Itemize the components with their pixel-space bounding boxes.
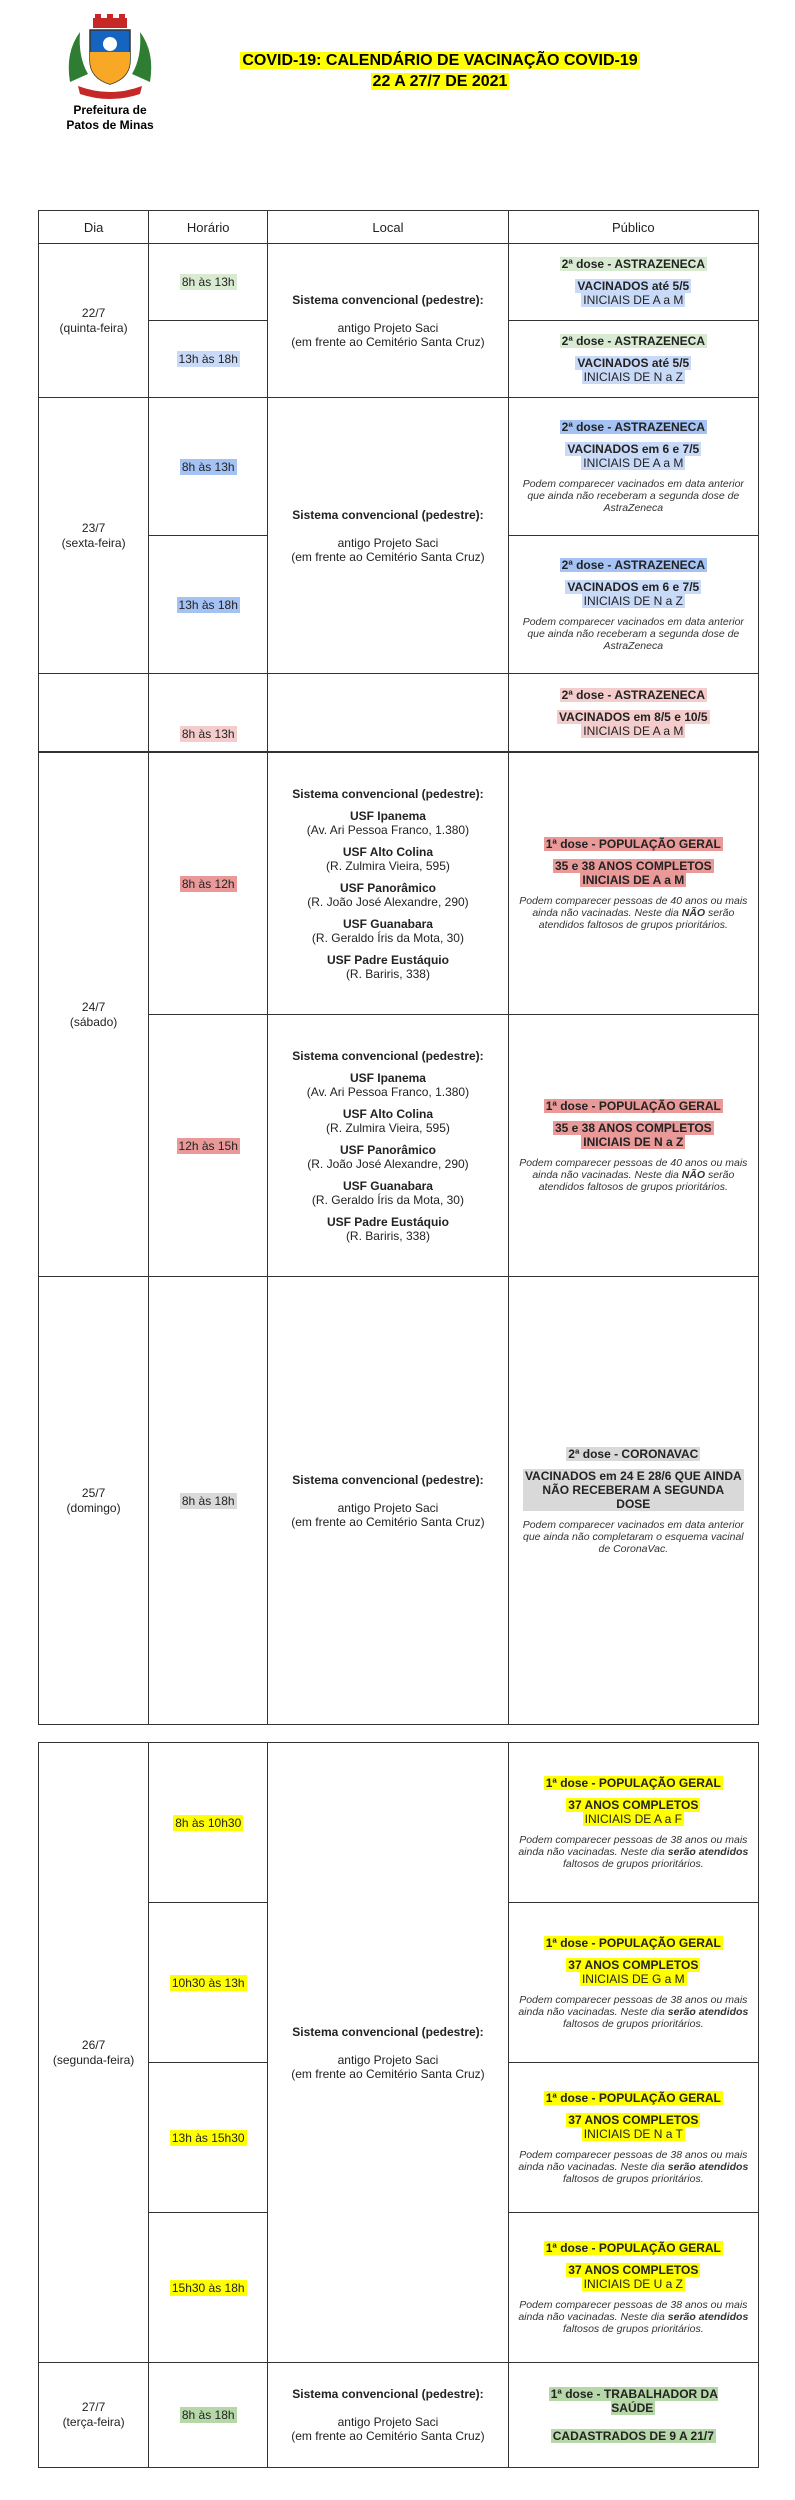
group-label: 37 ANOS COMPLETOS (568, 1797, 699, 1812)
group-label: VACINADOS em 8/5 e 10/5 (559, 709, 708, 724)
usf-address: (R. João José Alexandre, 290) (307, 894, 469, 909)
initials-label: INICIAIS DE N a T (583, 2126, 683, 2141)
usf-address: (R. Zulmira Vieira, 595) (326, 858, 450, 873)
note-part-a: Podem comparecer pessoas de 38 anos ou mais ainda não vacinadas. Neste dia (518, 1993, 748, 2018)
time-cell (149, 2063, 268, 2213)
day-cell-23 (39, 398, 149, 674)
time-label: 8h às 13h (181, 275, 235, 289)
time-label: 8h às 13h (181, 727, 235, 741)
table-row (39, 753, 759, 1015)
day-weekday: (sábado) (69, 1014, 118, 1029)
group-label: VACINADOS até 5/5 (577, 356, 690, 370)
location-cell (268, 1743, 508, 2363)
title-line-1: COVID-19: CALENDÁRIO DE VACINAÇÃO COVID-19 (242, 52, 638, 69)
usf-name: USF Ipanema (349, 808, 426, 823)
day-weekday: (domingo) (66, 1500, 121, 1515)
note-part-c: faltosos de grupos prioritários. (562, 2017, 704, 2030)
usf-address: (Av. Ari Pessoa Franco, 1.380) (306, 822, 470, 837)
logo-text-1: Prefeitura de (73, 103, 147, 117)
time-cell (149, 1743, 268, 1903)
dose-label: 1ª dose - POPULAÇÃO GERAL (545, 2090, 721, 2105)
location-name: antigo Projeto Saci (337, 535, 439, 550)
location-cell (268, 398, 508, 674)
note-text: Podem comparecer vacinados em data anterior que ainda não receberam a segunda dose de AstraZeneca (522, 477, 744, 514)
time-cell (149, 244, 268, 321)
time-label: 15h30 às 18h (171, 2280, 245, 2295)
public-cell (508, 1743, 758, 1903)
note-part-b: NÃO (681, 906, 706, 919)
table-row (39, 674, 759, 752)
note-part-a: Podem comparecer pessoas de 38 anos ou mais ainda não vacinadas. Neste dia (518, 1833, 748, 1858)
note-text (515, 895, 752, 931)
time-label: 8h às 18h (181, 2408, 235, 2422)
time-cell (149, 321, 268, 398)
location-system: Sistema convencional (pedestre): (292, 786, 484, 801)
note-part-c: faltosos de grupos prioritários. (562, 2322, 704, 2335)
time-cell (149, 2363, 268, 2468)
prefeitura-logo (55, 12, 165, 134)
location-ref: (em frente ao Cemitério Santa Cruz) (291, 1514, 485, 1529)
note-part-c: faltosos de grupos prioritários. (562, 1857, 704, 1870)
public-cell (508, 2363, 758, 2468)
usf-name: USF Alto Colina (342, 1106, 434, 1121)
initials-label: INICIAIS DE N a Z (583, 1134, 684, 1149)
time-label: 13h às 18h (178, 352, 238, 366)
dose-label: 2ª dose - ASTRAZENECA (561, 334, 705, 348)
dose-label: 2ª dose - ASTRAZENECA (561, 687, 705, 702)
title-line-2: 22 A 27/7 DE 2021 (372, 73, 508, 90)
group-label: VACINADOS em 6 e 7/5 (567, 579, 700, 594)
usf-address: (R. Bariris, 338) (345, 966, 430, 981)
public-cell (508, 2063, 758, 2213)
location-ref: (em frente ao Cemitério Santa Cruz) (291, 2429, 485, 2443)
note-text (515, 1834, 752, 1870)
initials-label: INICIAIS DE G a M (581, 1971, 685, 1986)
day-cell-25 (39, 1277, 149, 1725)
group-label: 37 ANOS COMPLETOS (568, 1957, 699, 1972)
day-weekday: (terça-feira) (62, 2415, 125, 2429)
location-name: antigo Projeto Saci (337, 1500, 439, 1515)
usf-name: USF Padre Eustáquio (326, 1214, 449, 1229)
table-row (39, 1743, 759, 1903)
initials-label: INICIAIS DE A a M (583, 293, 684, 307)
page-title (160, 50, 720, 92)
day-date: 27/7 (81, 2400, 106, 2414)
time-cell (149, 1015, 268, 1277)
time-label: 8h às 18h (181, 1493, 235, 1508)
day-date: 25/7 (81, 1485, 106, 1500)
public-cell (508, 2213, 758, 2363)
group-label: CADASTRADOS DE 9 A 21/7 (552, 2429, 714, 2443)
table-row (39, 2363, 759, 2468)
time-cell (149, 398, 268, 536)
usf-address: (R. Zulmira Vieira, 595) (326, 1120, 450, 1135)
coat-of-arms-icon (60, 12, 160, 102)
day-date: 24/7 (81, 999, 106, 1014)
location-system: Sistema convencional (pedestre): (292, 2024, 484, 2039)
usf-name: USF Alto Colina (342, 844, 434, 859)
note-part-b: NÃO (681, 1168, 706, 1181)
group-label: 35 e 38 ANOS COMPLETOS (554, 1120, 712, 1135)
dose-label: 1ª dose - TRABALHADOR DA SAÚDE (550, 2387, 718, 2415)
public-cell (508, 536, 758, 674)
table-row (39, 244, 759, 321)
note-text (515, 1994, 752, 2030)
page-header (0, 0, 795, 140)
usf-address: (R. Bariris, 338) (345, 1228, 430, 1243)
initials-label: INICIAIS DE A a M (583, 723, 684, 738)
col-header-horario: Horário (149, 211, 268, 244)
dose-label: 1ª dose - POPULAÇÃO GERAL (545, 2240, 721, 2255)
time-label: 8h às 12h (181, 876, 235, 891)
usf-name: USF Panorâmico (339, 880, 436, 895)
usf-name: USF Guanabara (342, 1178, 433, 1193)
day-cell-27 (39, 2363, 149, 2468)
public-cell (508, 1015, 758, 1277)
note-part-a: Podem comparecer pessoas de 40 anos ou mais ainda não vacinadas. Neste dia (519, 1156, 748, 1181)
public-cell (508, 321, 758, 398)
note-part-a: Podem comparecer pessoas de 40 anos ou mais ainda não vacinadas. Neste dia (519, 894, 748, 919)
time-label: 12h às 15h (178, 1138, 238, 1153)
dose-label: 1ª dose - POPULAÇÃO GERAL (545, 1098, 721, 1113)
table-header-row (39, 211, 759, 244)
note-part-b: serão atendidos (667, 2310, 749, 2323)
col-header-local: Local (268, 211, 508, 244)
usf-address: (R. Geraldo Íris da Mota, 30) (311, 1192, 464, 1207)
dose-label: 2ª dose - ASTRAZENECA (561, 557, 705, 572)
note-text (515, 2299, 752, 2335)
usf-name: USF Ipanema (349, 1070, 426, 1085)
col-header-publico: Público (508, 211, 758, 244)
note-part-b: serão atendidos (667, 2005, 749, 2018)
initials-label: INICIAIS DE N a Z (583, 370, 683, 384)
day-cell-22 (39, 244, 149, 398)
day-cell-24 (39, 753, 149, 1277)
location-system: Sistema convencional (pedestre): (292, 2387, 484, 2401)
time-cell (149, 1903, 268, 2063)
initials-label: INICIAIS DE N a Z (583, 593, 683, 608)
location-ref: (em frente ao Cemitério Santa Cruz) (291, 2066, 485, 2081)
note-text: Podem comparecer vacinados em data anterior que ainda não receberam a segunda dose de AstraZeneca (522, 615, 744, 652)
day-cell-empty (39, 674, 149, 752)
location-cell (268, 2363, 508, 2468)
location-system: Sistema convencional (pedestre): (292, 292, 484, 307)
time-cell (149, 753, 268, 1015)
dose-label: 1ª dose - POPULAÇÃO GERAL (545, 1935, 721, 1950)
time-label: 8h às 13h (181, 459, 235, 474)
note-part-a: Podem comparecer pessoas de 38 anos ou mais ainda não vacinadas. Neste dia (518, 2148, 748, 2173)
table-row (39, 398, 759, 536)
location-cell (268, 244, 508, 398)
usf-address: (R. João José Alexandre, 290) (307, 1156, 469, 1171)
note-part-b: serão atendidos (667, 1845, 749, 1858)
initials-label: INICIAIS DE A a M (583, 455, 684, 470)
location-ref: (em frente ao Cemitério Santa Cruz) (291, 549, 485, 564)
time-cell (149, 2213, 268, 2363)
dose-label: 2ª dose - ASTRAZENECA (561, 419, 705, 434)
location-cell (268, 1277, 508, 1725)
time-cell (149, 674, 268, 752)
public-cell (508, 244, 758, 321)
group-label: 37 ANOS COMPLETOS (568, 2112, 699, 2127)
day-cell-26 (39, 1743, 149, 2363)
location-system: Sistema convencional (pedestre): (292, 507, 484, 522)
usf-address: (Av. Ari Pessoa Franco, 1.380) (306, 1084, 470, 1099)
location-cell (268, 1015, 508, 1277)
location-cell (268, 753, 508, 1015)
location-ref: (em frente ao Cemitério Santa Cruz) (291, 334, 485, 349)
time-cell (149, 536, 268, 674)
location-name: antigo Projeto Saci (337, 2415, 439, 2429)
location-name: antigo Projeto Saci (337, 2052, 439, 2067)
note-part-c: serão atendidos faltosos de grupos prioritários. (538, 906, 735, 931)
group-label: VACINADOS em 6 e 7/5 (567, 441, 700, 456)
public-cell (508, 398, 758, 536)
day-date: 22/7 (81, 305, 106, 320)
time-label: 13h às 18h (178, 597, 238, 612)
note-text (515, 2149, 752, 2185)
time-label: 8h às 10h30 (175, 1815, 242, 1830)
public-cell (508, 1277, 758, 1725)
note-text: Podem comparecer vacinados em data anterior que ainda não completaram o esquema vacinal de CoronaVac. (522, 1518, 744, 1555)
schedule-table-2 (38, 752, 759, 1725)
group-label: 35 e 38 ANOS COMPLETOS (554, 858, 712, 873)
logo-text-2: Patos de Minas (66, 118, 154, 132)
location-system: Sistema convencional (pedestre): (292, 1048, 484, 1063)
dose-label: 2ª dose - CORONAVAC (568, 1446, 699, 1461)
day-date: 23/7 (81, 520, 106, 535)
schedule-table-3 (38, 1742, 759, 2468)
public-cell (508, 1903, 758, 2063)
dose-label: 1ª dose - POPULAÇÃO GERAL (545, 836, 721, 851)
usf-name: USF Padre Eustáquio (326, 952, 449, 967)
initials-label: INICIAIS DE A a F (584, 1811, 682, 1826)
time-cell (149, 1277, 268, 1725)
col-header-dia: Dia (39, 211, 149, 244)
location-name: antigo Projeto Saci (337, 320, 439, 335)
usf-name: USF Panorâmico (339, 1142, 436, 1157)
location-system: Sistema convencional (pedestre): (292, 1472, 484, 1487)
usf-address: (R. Geraldo Íris da Mota, 30) (311, 930, 464, 945)
day-date: 26/7 (81, 2037, 106, 2052)
group-label: 37 ANOS COMPLETOS (568, 2262, 699, 2277)
usf-name: USF Guanabara (342, 916, 433, 931)
group-label: VACINADOS até 5/5 (577, 279, 690, 293)
public-cell (508, 753, 758, 1015)
initials-label: INICIAIS DE U a Z (583, 2276, 683, 2291)
initials-label: INICIAIS DE A a M (582, 872, 685, 887)
note-part-a: Podem comparecer pessoas de 38 anos ou mais ainda não vacinadas. Neste dia (518, 2298, 748, 2323)
dose-label: 2ª dose - ASTRAZENECA (561, 257, 705, 271)
note-text (515, 1157, 752, 1193)
time-label: 10h30 às 13h (171, 1975, 245, 1990)
day-weekday: (segunda-feira) (52, 2052, 135, 2067)
day-weekday: (quinta-feira) (59, 320, 128, 335)
day-weekday: (sexta-feira) (61, 535, 126, 550)
dose-label: 1ª dose - POPULAÇÃO GERAL (545, 1775, 721, 1790)
note-part-c: faltosos de grupos prioritários. (562, 2172, 704, 2185)
location-cell-empty (268, 674, 508, 752)
table-row (39, 1277, 759, 1725)
public-cell (508, 674, 758, 752)
group-label: VACINADOS em 24 E 28/6 QUE AINDA NÃO RECEBERAM A SEGUNDA DOSE (523, 1469, 744, 1511)
schedule-table-1 (38, 210, 759, 752)
note-part-c: serão atendidos faltosos de grupos prioritários. (538, 1168, 735, 1193)
time-label: 13h às 15h30 (171, 2130, 245, 2145)
note-part-b: serão atendidos (667, 2160, 749, 2173)
